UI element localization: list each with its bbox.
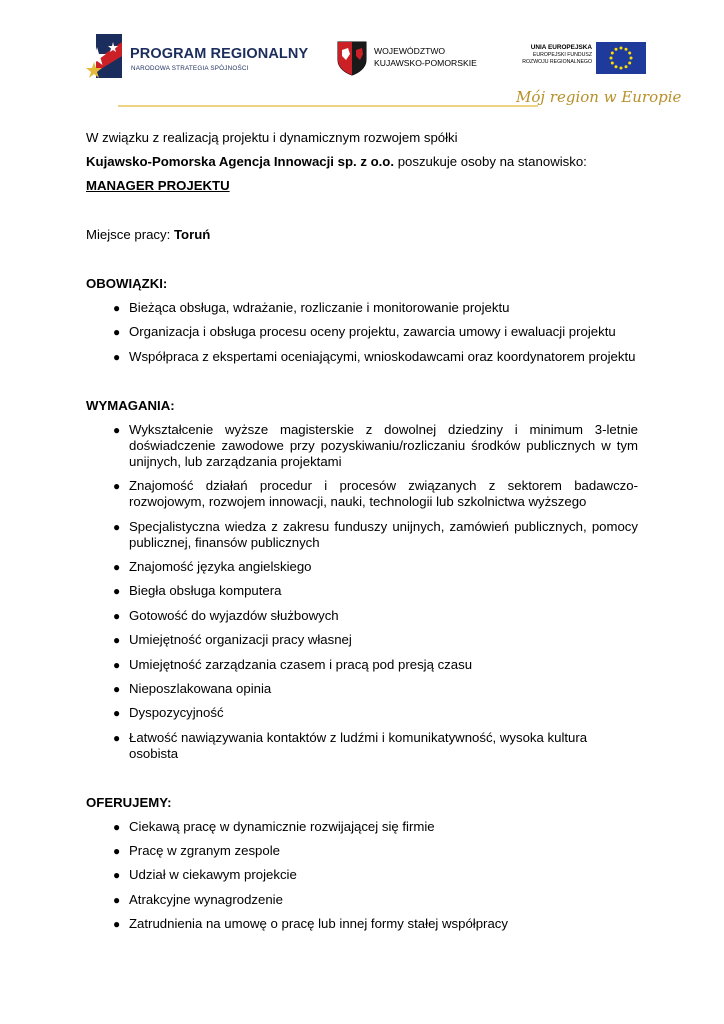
list-item-text: Umiejętność zarządzania czasem i pracą pod presją czasu [129,656,473,672]
voivodeship-line2: KUJAWSKO-POMORSKIE [374,58,477,68]
list-item [86,632,638,648]
document-header [0,0,724,120]
work-place [86,227,638,243]
list-item [86,559,638,575]
bullet-icon: ● [113,892,121,907]
company-name: Kujawsko-Pomorska Agencja Innowacji sp. z o.o. [86,154,395,169]
header-divider-line [118,104,538,108]
duties-heading: OBOWIĄZKI: [86,276,168,291]
bullet-icon: ● [113,584,121,599]
list-item-text: Pracę w zgranym zespole [129,843,280,859]
list-item [86,349,638,365]
eu-line1: UNIA EUROPEJSKA [530,44,592,51]
requirements-list [86,422,638,762]
program-regionalny-logo [86,32,309,82]
list-item [86,916,638,932]
bullet-icon: ● [113,844,121,859]
eu-line2: EUROPEJSKI FUNDUSZ [532,52,592,58]
intro-line1: W związku z realizacją projektu i dynamicznym rozwojem spółki [86,130,458,145]
list-item-text: Zatrudnienia na umowę o pracę lub innej formy stałej współpracy [129,916,508,932]
list-item-text: Atrakcyjne wynagrodzenie [129,891,283,907]
list-item-text: Nieposzlakowana opinia [129,680,272,696]
voivodeship-logo [336,40,486,76]
intro-line2-rest: poszukuje osoby na stanowisko: [394,154,587,169]
list-item [86,681,638,697]
list-item [86,519,638,551]
offer-list [86,819,638,933]
eu-texts [522,44,592,66]
list-item-text: Gotowość do wyjazdów służbowych [129,607,339,623]
list-item-text: Znajomość działań procedur i procesów związanych z sektorem badawczo-rozwojowym, rozwojem innowacji, nauki, technologii lub szkolnictwa wyższego [129,478,638,510]
list-item [86,819,638,835]
list-item-text: Bieżąca obsługa, wdrażanie, rozliczanie i monitorowanie projektu [129,300,510,315]
voivodeship-line1: WOJEWÓDZTWO [374,46,446,56]
position-title: MANAGER PROJEKTU [86,178,230,193]
bullet-icon: ● [113,819,121,834]
bullet-icon: ● [113,422,121,437]
eu-flag-icon [596,42,646,74]
bullet-icon: ● [113,608,121,623]
list-item-text: Organizacja i obsługa procesu oceny projektu, zawarcia umowy i ewaluacji projektu [129,324,616,340]
bullet-icon: ● [113,657,121,672]
list-item [86,583,638,599]
bullet-icon: ● [113,681,121,696]
list-item-text: Biegła obsługa komputera [129,583,282,599]
list-item [86,300,638,316]
list-item-text: Znajomość języka angielskiego [129,558,312,574]
program-regionalny-emblem-icon [86,32,126,82]
list-item-text: Ciekawą pracę w dynamicznie rozwijającej się firmie [129,818,435,834]
bullet-icon: ● [113,730,121,745]
list-item [86,657,638,673]
offer-heading: OFERUJEMY: [86,794,172,810]
list-item-text: Udział w ciekawym projekcie [129,867,297,883]
program-subtitle: NARODOWA STRATEGIA SPÓJNOŚCI [131,65,249,72]
slogan: Mój region w Europie [516,88,682,106]
job-offer-content [86,126,638,941]
list-item-text: Specjalistyczna wiedza z zakresu funduszy unijnych, zamówień publicznych, pomocy publicznej, finansów publicznych [129,518,638,550]
program-title: PROGRAM REGIONALNY [130,46,309,62]
work-place-label: Miejsce pracy: [86,227,174,242]
coat-of-arms-icon [336,40,368,76]
bullet-icon: ● [113,633,121,648]
bullet-icon: ● [113,917,121,932]
requirements-heading: WYMAGANIA: [86,397,175,413]
bullet-icon: ● [113,519,121,534]
list-item-text: Wykształcenie wyższe magisterskie z dowolnej dziedziny i minimum 3-letnie doświadczenie zawodowe przy pozyskiwaniu/rozliczaniu środków publicznych w tym unijnych, lub zarządzania projektami [129,421,638,469]
bullet-icon: ● [113,706,121,721]
list-item-text: Łatwość nawiązywania kontaktów z ludźmi i komunikatywność, wysoka kultura osobista [129,729,588,761]
bullet-icon: ● [113,868,121,883]
list-item [86,867,638,883]
list-item [86,608,638,624]
bullet-icon: ● [113,479,121,494]
list-item [86,422,638,470]
list-item [86,478,638,510]
eu-line3: ROZWOJU REGIONALNEGO [522,59,592,65]
bullet-icon: ● [113,349,121,364]
bullet-icon: ● [113,301,121,315]
list-item-text: Umiejętność organizacji pracy własnej [129,632,352,648]
duties-list [86,300,638,365]
work-place-value: Toruń [173,227,211,242]
list-item [86,892,638,908]
list-item [86,324,638,340]
eu-logo [508,42,648,76]
intro-line2 [86,154,638,170]
list-item [86,705,638,721]
list-item-text: Dyspozycyjność [129,705,224,721]
list-item-text: Współpraca z ekspertami oceniającymi, wnioskodawcami oraz koordynatorem projektu [129,348,636,364]
bullet-icon: ● [113,559,121,574]
bullet-icon: ● [113,325,121,340]
list-item [86,730,638,762]
list-item [86,843,638,859]
